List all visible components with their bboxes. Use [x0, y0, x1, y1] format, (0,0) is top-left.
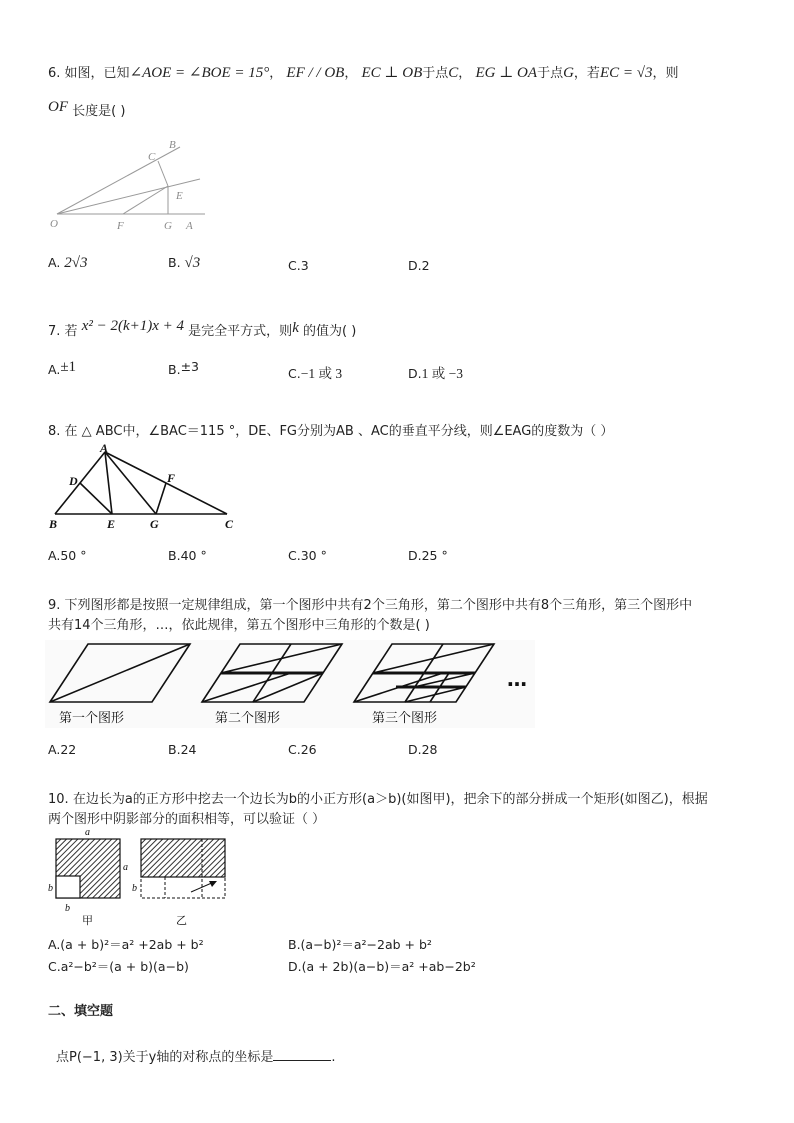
q8-label-d: D — [69, 474, 78, 488]
q9-ellipsis: … — [507, 667, 527, 691]
q6-then-text: ，则 — [652, 66, 679, 81]
q10-small-square — [56, 876, 80, 898]
q6-label-b: B — [169, 139, 176, 151]
q6-option-d[interactable]: D.2 — [408, 258, 430, 273]
q7-option-d-value: 1 或 −3 — [421, 366, 463, 381]
q10-label-a-right: a — [123, 862, 128, 873]
q7-option-b[interactable]: B.±3 — [168, 359, 199, 377]
q6-cond5: EC = √3 — [599, 65, 653, 81]
q10-option-b[interactable] — [288, 935, 432, 953]
q6-label-g: G — [164, 220, 172, 232]
q8-segment-fg — [156, 483, 166, 514]
q10-option-d-text: D.(a + 2b)(a−b)＝a² +ab−2b² — [288, 959, 476, 974]
q6-figure — [45, 135, 215, 235]
q6-segment-ec — [158, 161, 168, 186]
q6-stem-prefix: 如图，已知 — [64, 66, 130, 81]
q9-option-a-value: 22 — [60, 742, 77, 757]
fill-question-1-text: 点P(−1, 3)关于y轴的对称点的坐标是 — [56, 1050, 274, 1065]
q7-is-text: 是完全平方式，则 — [188, 324, 293, 339]
q9-option-c-value: 26 — [300, 742, 317, 757]
q10-line1: 在边长为a的正方形中挖去一个边长为b的小正方形(a＞b)(如图甲)，把余下的部分拼成一个矩形(如图乙)，根据 — [72, 792, 708, 807]
q8-option-b-value: 40 ° — [180, 548, 207, 563]
q6-if-text: ，若 — [573, 66, 600, 81]
q6-option-d-value: 2 — [421, 258, 430, 273]
q10-rectangle-yi — [141, 839, 225, 877]
q6-segment-fe — [123, 186, 168, 214]
q8-option-b[interactable]: B.40 ° — [168, 548, 207, 563]
q6-option-a-value: 2√3 — [64, 255, 88, 271]
q8-segment-ag — [105, 452, 156, 514]
q6-label-f: F — [117, 220, 124, 232]
answer-blank[interactable] — [273, 1048, 331, 1061]
q9-stem-line2 — [48, 614, 430, 633]
section-title: 二、填空题 — [48, 1004, 114, 1019]
q6-label-a: A — [186, 220, 193, 232]
q6-stem-line1: 6. 如图，已知∠AOE = ∠BOE = 15°， EF / / OB， EC ⊥ OB于点C， EG ⊥ OA于点G，若EC = √3，则 — [48, 65, 679, 81]
q10-option-d[interactable] — [288, 957, 476, 975]
q9-option-b-value: 24 — [180, 742, 197, 757]
q6-ray-ob — [57, 147, 180, 214]
q8-segment-ae — [105, 452, 112, 514]
q6-label-o: O — [50, 218, 58, 230]
q9-caption-1: 第一个图形 — [59, 711, 125, 726]
q8-label-g: G — [150, 517, 159, 531]
q6-foot-c-text: 于点 — [422, 66, 449, 81]
q7-option-a-value: ±1 — [60, 359, 77, 375]
q8-label-b: B — [49, 517, 58, 531]
fill-question-1-end: . — [331, 1050, 336, 1065]
q6-cond3: EC ⊥ OB — [361, 65, 423, 81]
q8-label-f: F — [167, 471, 176, 485]
q6-option-b[interactable]: B. √3 — [168, 255, 201, 271]
q10-option-b-text: B.(a−b)²＝a²−2ab + b² — [288, 937, 432, 952]
q8-figure — [45, 442, 245, 532]
q8-stem-text: 在 △ ABC中，∠BAC＝115 °，DE、FG分别为AB 、AC的垂直平分线，则∠EAG的度数为（ ） — [64, 424, 614, 439]
q10-stem-line1 — [48, 788, 708, 807]
q8-option-c[interactable]: C.30 ° — [288, 548, 327, 563]
q9-caption-2: 第二个图形 — [215, 711, 281, 726]
q8-number: 8. — [48, 424, 61, 439]
q8-option-d[interactable]: D.25 ° — [408, 548, 448, 563]
q7-expression: x² − 2(k+1)x + 4 — [81, 318, 185, 334]
q8-option-d-value: 25 ° — [421, 548, 448, 563]
q10-number: 10. — [48, 792, 69, 807]
q9-caption-3: 第三个图形 — [372, 711, 438, 726]
q10-figure — [45, 826, 235, 928]
q6-option-c[interactable]: C.3 — [288, 258, 309, 273]
q6-label-c: C — [148, 151, 156, 163]
q10-label-b-bottom: b — [65, 903, 70, 914]
q7-tail-text: 的值为( ) — [303, 324, 357, 339]
q10-dashed-strip — [141, 877, 225, 898]
q10-stem-line2 — [48, 808, 325, 827]
q6-number: 6. — [48, 66, 61, 81]
q10-option-a[interactable] — [48, 935, 204, 953]
q6-option-a[interactable]: A. 2√3 — [48, 255, 88, 271]
q6-option-b-value: √3 — [184, 255, 201, 271]
q8-label-c: C — [225, 517, 234, 531]
q6-cond2: EF / / OB — [286, 65, 345, 81]
q9-option-d-value: 28 — [421, 742, 438, 757]
q9-stem-line1 — [48, 594, 692, 613]
q8-segment-de — [80, 483, 112, 514]
q8-stem — [48, 420, 613, 439]
q6-option-c-value: 3 — [300, 258, 309, 273]
q7-option-a[interactable]: A.±1 — [48, 359, 77, 377]
q10-line2: 两个图形中阴影部分的面积相等，可以验证（ ） — [48, 812, 326, 827]
q6-cond4: EG ⊥ OA — [475, 65, 538, 81]
q7-option-c-value: −1 或 3 — [300, 366, 343, 381]
q7-option-b-value: ±3 — [180, 359, 199, 374]
q8-option-a-value: 50 ° — [60, 548, 87, 563]
q7-if-text: 若 — [64, 324, 78, 339]
q9-figure — [45, 640, 535, 728]
q8-label-e: E — [107, 517, 116, 531]
q10-label-b-left-yi: b — [132, 883, 137, 894]
q6-foot-g-text: 于点 — [537, 66, 564, 81]
q8-option-a[interactable]: A.50 ° — [48, 548, 87, 563]
q10-option-c[interactable] — [48, 957, 189, 975]
q7-k: k — [292, 320, 299, 336]
q6-point-c: C — [448, 65, 459, 81]
q7-number: 7. — [48, 324, 61, 339]
q9-option-b[interactable]: B.24 — [168, 742, 197, 757]
q6-cond1: ∠AOE = ∠BOE = 15° — [129, 65, 270, 81]
q9-line2: 共有14个三角形，…，依此规律，第五个图形中三角形的个数是( ) — [48, 618, 430, 633]
q6-of: OF — [48, 99, 68, 115]
q9-option-d[interactable]: D.28 — [408, 742, 438, 757]
q6-stem-tail: 长度是( ) — [72, 104, 126, 119]
q10-caption-yi: 乙 — [176, 914, 187, 927]
q10-label-a-top: a — [85, 827, 90, 838]
q9-option-c[interactable]: C.26 — [288, 742, 317, 757]
q9-option-a[interactable]: A.22 — [48, 742, 77, 757]
q7-option-c[interactable]: C.−1 或 3 — [288, 366, 343, 381]
fill-question-1 — [56, 1046, 336, 1065]
q9-line1: 下列图形都是按照一定规律组成，第一个图形中共有2个三角形，第二个图形中共有8个三角形，第三个图形中 — [64, 598, 693, 613]
q10-caption-jia: 甲 — [82, 914, 93, 927]
q10-option-c-text: C.a²−b²＝(a + b)(a−b) — [48, 959, 189, 974]
q10-option-a-text: A.(a + b)²＝a² +2ab + b² — [48, 937, 204, 952]
q9-number: 9. — [48, 598, 61, 613]
q8-label-a: A — [100, 441, 109, 455]
q6-point-g: G — [563, 65, 574, 81]
q8-option-c-value: 30 ° — [300, 548, 327, 563]
q7-stem — [48, 320, 356, 340]
q6-label-e: E — [176, 190, 183, 202]
q7-option-d[interactable]: D.1 或 −3 — [408, 366, 463, 381]
q10-label-b-left: b — [48, 883, 53, 894]
q6-stem-line2 — [48, 100, 125, 120]
